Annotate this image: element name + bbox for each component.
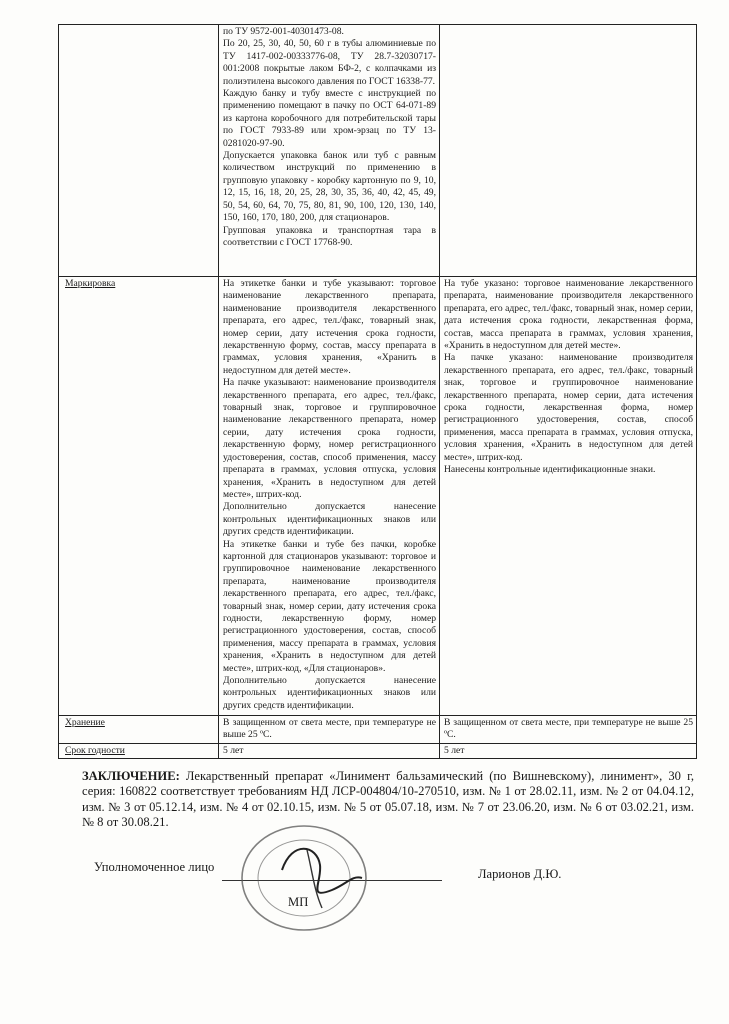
packaging-required-cell	[219, 25, 440, 277]
marking-label: Маркировка	[59, 277, 219, 716]
marking-actual-paragraph: На тубе указано: торговое наименование лекарственного препарата, наименование производителя лекарственного препарата, его адрес, тел./факс, товарный знак, номер серии, дата истечения срока годности, лекарственная форма, состав, масса препарата в граммах, условия хранения, «Хранить в недоступном для детей месте».	[444, 278, 693, 352]
handwritten-signature-icon	[282, 849, 362, 893]
shelf-life-required: 5 лет	[219, 743, 440, 758]
shelf-life-label: Срок годности	[59, 743, 219, 758]
marking-required-paragraph: Дополнительно допускается нанесение контрольных идентификационных знаков или других средств идентификации.	[223, 675, 436, 711]
marking-row	[59, 277, 697, 716]
marking-actual-paragraph: Нанесены контрольные идентификационные знаки.	[444, 464, 656, 476]
conclusion-text: Лекарственный препарат «Линимент бальзамический (по Вишневскому), линимент», 30 г, серия: 160822 соответствует требованиям НД ЛСР-004804/10-270510, изм. № 1 от 28.02.11, изм. № 2 от 04.04.12, изм. № 3 от 05.12.14, изм. № 4 от 02.10.15, изм. № 5 от 05.07.18, изм. № 7 от 23.06.20, изм. № 6 от 03.02.21, изм. № 8 от 30.08.21.	[82, 769, 694, 830]
marking-required-paragraph: На этикетке банки и тубе указывают: торговое наименование лекарственного препарата, наименование производителя лекарственного препарата, его адрес, тел./факс, товарный знак, номер серии, дату истечения срока годности, лекарственную форму, состав, массу препарата в граммах, условия хранения, «Хранить в недоступном для детей месте».	[223, 278, 436, 376]
packaging-actual-cell	[440, 25, 697, 277]
packaging-label-cell	[59, 25, 219, 277]
marking-required-paragraph: На пачке указывают: наименование производителя лекарственного препарата, его адрес, тел./факс, товарный знак, торговое и группировочное наименование лекарственного препарата, номер серии, дату истечения срока годности, лекарственную форму, номер регистрационного удостоверения, состав, способ применения, массу препарата в граммах, условия отпуска, условия хранения, «Хранить в недоступном для детей месте», штрих-код.	[223, 377, 436, 500]
marking-actual-paragraph: На пачке указано: наименование производителя лекарственного препарата, его адрес, тел./факс, товарный знак, торговое и группировочное наименование лекарственного препарата, номер серии, дата истечения срока годности, лекарственная форма, номер регистрационного удостоверения, состав, способ применения, масса препарата в граммах, условия отпуска, условия хранения, «Хранить в недоступном для детей месте», штрих-код.	[444, 352, 693, 463]
spec-table	[58, 24, 697, 759]
marking-required-paragraph: На этикетке банки и тубе без пачки, коробке картонной для стационаров указывают: торговое и группировочное наименование лекарственного препарата, наименование производителя лекарственного препарата, его адрес, тел./факс, товарный знак, номер серии, дату истечения срока годности, лекарственную форму, номер регистрационного удостоверения, состав, способ применения, массу препарата в граммах, условия хранения, «Хранить в недоступном для детей месте», штрих-код, «Для стационаров».	[223, 538, 436, 674]
shelf-life-actual: 5 лет	[440, 743, 697, 758]
stamp-place-label: МП	[288, 895, 309, 909]
packaging-paragraph: Каждую банку и тубу вместе с инструкцией по применению помещают в пачку по ОСТ 64-071-89 из картона коробочного для потребительской тары по ГОСТ 7933-89 или хром-эрзац по ТУ 13-0281020-97-90.	[223, 88, 436, 149]
signatory-role: Уполномоченное лицо	[94, 860, 215, 874]
packaging-row	[59, 25, 697, 277]
storage-label: Хранение	[59, 716, 219, 744]
packaging-paragraph: по ТУ 9572-001-40301473-08.	[223, 26, 344, 37]
shelf-life-row	[59, 743, 697, 758]
signatory-name: Ларионов Д.Ю.	[478, 867, 562, 881]
seal-stamp-icon	[222, 820, 392, 940]
storage-actual: В защищенном от света месте, при температуре не выше 25 ºС.	[440, 716, 697, 744]
storage-required: В защищенном от света месте, при температуре не выше 25 ºС.	[219, 716, 440, 744]
marking-actual-cell	[440, 277, 697, 716]
packaging-paragraph: Допускается упаковка банок или туб с равным количеством инструкций по применению в групповую упаковку - коробку картонную по 9, 10, 12, 15, 16, 18, 20, 25, 28, 30, 35, 36, 40, 42, 45, 49, 50, 54, 60, 64, 70, 75, 80, 81, 90, 100, 120, 130, 140, 150, 160, 170, 180, 200, для стационаров.	[223, 150, 436, 224]
packaging-paragraph: Групповая упаковка и транспортная тара в соответствии с ГОСТ 17768-90.	[223, 224, 436, 248]
storage-row	[59, 716, 697, 744]
packaging-paragraph: По 20, 25, 30, 40, 50, 60 г в тубы алюминиевые по ТУ 1417-002-00333776-08, ТУ 28.7-32030717-001:2008 покрытые лаком БФ-2, с колпачками из полиэтилена высокого давления по ГОСТ 16338-77.	[223, 38, 436, 87]
marking-required-paragraph: Дополнительно допускается нанесение контрольных идентификационных знаков или других средств идентификации.	[223, 501, 436, 538]
conclusion-heading: ЗАКЛЮЧЕНИЕ:	[82, 769, 180, 783]
marking-required-cell	[219, 277, 440, 716]
